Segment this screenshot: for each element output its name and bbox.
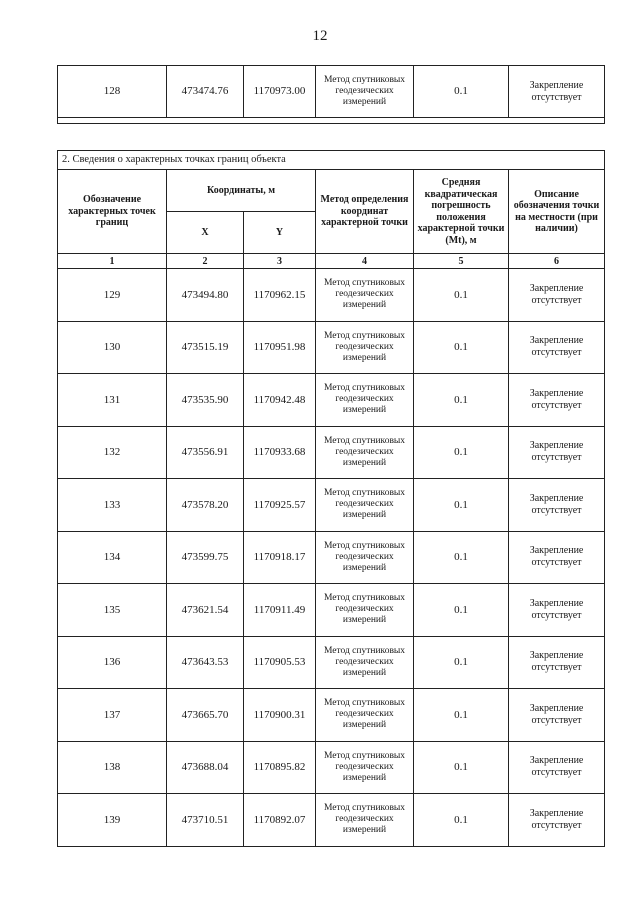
accuracy-cell: 0.1	[414, 689, 509, 742]
x-cell: 473665.70	[167, 689, 244, 742]
accuracy-cell: 0.1	[414, 269, 509, 322]
x-cell: 473515.19	[167, 321, 244, 374]
point-cell: 128	[58, 66, 167, 118]
header-designation: Обозначение характерных точек границ	[58, 170, 167, 254]
column-number: 1	[58, 254, 167, 269]
header-y: Y	[244, 212, 316, 254]
description-cell: Закрепление отсутствует	[509, 269, 605, 322]
table-row	[58, 479, 605, 532]
x-cell: 473643.53	[167, 636, 244, 689]
method-cell: Метод спутниковых геодезических измерений	[316, 741, 414, 794]
table-row	[58, 374, 605, 427]
y-cell: 1170925.57	[244, 479, 316, 532]
accuracy-cell: 0.1	[414, 531, 509, 584]
boundary-points-table	[57, 150, 605, 847]
point-cell: 136	[58, 636, 167, 689]
method-cell: Метод спутниковых геодезических измерений	[316, 531, 414, 584]
x-cell: 473621.54	[167, 584, 244, 637]
header-method: Метод определения координат характерной точки	[316, 170, 414, 254]
table-row	[58, 531, 605, 584]
x-cell: 473688.04	[167, 741, 244, 794]
point-cell: 132	[58, 426, 167, 479]
y-cell: 1170892.07	[244, 794, 316, 847]
table-row	[58, 741, 605, 794]
column-number: 2	[167, 254, 244, 269]
description-cell: Закрепление отсутствует	[509, 321, 605, 374]
point-cell: 138	[58, 741, 167, 794]
table-row	[58, 689, 605, 742]
column-number: 4	[316, 254, 414, 269]
accuracy-cell: 0.1	[414, 426, 509, 479]
table-row	[58, 636, 605, 689]
table-body	[58, 269, 605, 847]
x-cell: 473535.90	[167, 374, 244, 427]
point-cell: 131	[58, 374, 167, 427]
table-row	[58, 269, 605, 322]
method-cell: Метод спутниковых геодезических измерений	[316, 479, 414, 532]
section-title: 2. Сведения о характерных точках границ объекта	[58, 151, 605, 170]
point-cell: 133	[58, 479, 167, 532]
method-cell: Метод спутниковых геодезических измерений	[316, 584, 414, 637]
point-cell: 134	[58, 531, 167, 584]
description-cell: Закрепление отсутствует	[509, 584, 605, 637]
method-cell: Метод спутниковых геодезических измерений	[316, 794, 414, 847]
x-cell: 473474.76	[167, 66, 244, 118]
continuation-table	[57, 65, 605, 124]
table-row	[58, 321, 605, 374]
y-cell: 1170900.31	[244, 689, 316, 742]
x-cell: 473494.80	[167, 269, 244, 322]
method-cell: Метод спутниковых геодезических измерений	[316, 66, 414, 118]
point-cell: 130	[58, 321, 167, 374]
column-number: 5	[414, 254, 509, 269]
accuracy-cell: 0.1	[414, 66, 509, 118]
accuracy-cell: 0.1	[414, 636, 509, 689]
x-cell: 473578.20	[167, 479, 244, 532]
header-coordinates: Координаты, м	[167, 170, 316, 212]
y-cell: 1170918.17	[244, 531, 316, 584]
accuracy-cell: 0.1	[414, 794, 509, 847]
description-cell: Закрепление отсутствует	[509, 426, 605, 479]
x-cell: 473710.51	[167, 794, 244, 847]
x-cell: 473599.75	[167, 531, 244, 584]
point-cell: 139	[58, 794, 167, 847]
header-x: X	[167, 212, 244, 254]
accuracy-cell: 0.1	[414, 584, 509, 637]
header-accuracy: Средняя квадратическая погрешность положения характерной точки (Mt), м	[414, 170, 509, 254]
method-cell: Метод спутниковых геодезических измерений	[316, 636, 414, 689]
accuracy-cell: 0.1	[414, 321, 509, 374]
header-description: Описание обозначения точки на местности (при наличии)	[509, 170, 605, 254]
description-cell: Закрепление отсутствует	[509, 66, 605, 118]
table-row	[58, 66, 605, 118]
table-row	[58, 584, 605, 637]
accuracy-cell: 0.1	[414, 741, 509, 794]
description-cell: Закрепление отсутствует	[509, 636, 605, 689]
x-cell: 473556.91	[167, 426, 244, 479]
method-cell: Метод спутниковых геодезических измерений	[316, 426, 414, 479]
accuracy-cell: 0.1	[414, 374, 509, 427]
method-cell: Метод спутниковых геодезических измерений	[316, 689, 414, 742]
y-cell: 1170951.98	[244, 321, 316, 374]
description-cell: Закрепление отсутствует	[509, 374, 605, 427]
y-cell: 1170973.00	[244, 66, 316, 118]
description-cell: Закрепление отсутствует	[509, 479, 605, 532]
y-cell: 1170962.15	[244, 269, 316, 322]
point-cell: 135	[58, 584, 167, 637]
table-row	[58, 794, 605, 847]
point-cell: 137	[58, 689, 167, 742]
table-spacer-row	[58, 118, 605, 124]
point-cell: 129	[58, 269, 167, 322]
table-row	[58, 426, 605, 479]
column-number: 3	[244, 254, 316, 269]
y-cell: 1170933.68	[244, 426, 316, 479]
method-cell: Метод спутниковых геодезических измерений	[316, 374, 414, 427]
accuracy-cell: 0.1	[414, 479, 509, 532]
method-cell: Метод спутниковых геодезических измерений	[316, 269, 414, 322]
y-cell: 1170942.48	[244, 374, 316, 427]
column-number: 6	[509, 254, 605, 269]
y-cell: 1170895.82	[244, 741, 316, 794]
description-cell: Закрепление отсутствует	[509, 689, 605, 742]
method-cell: Метод спутниковых геодезических измерений	[316, 321, 414, 374]
page-number: 12	[312, 28, 328, 44]
y-cell: 1170911.49	[244, 584, 316, 637]
y-cell: 1170905.53	[244, 636, 316, 689]
description-cell: Закрепление отсутствует	[509, 531, 605, 584]
description-cell: Закрепление отсутствует	[509, 741, 605, 794]
description-cell: Закрепление отсутствует	[509, 794, 605, 847]
